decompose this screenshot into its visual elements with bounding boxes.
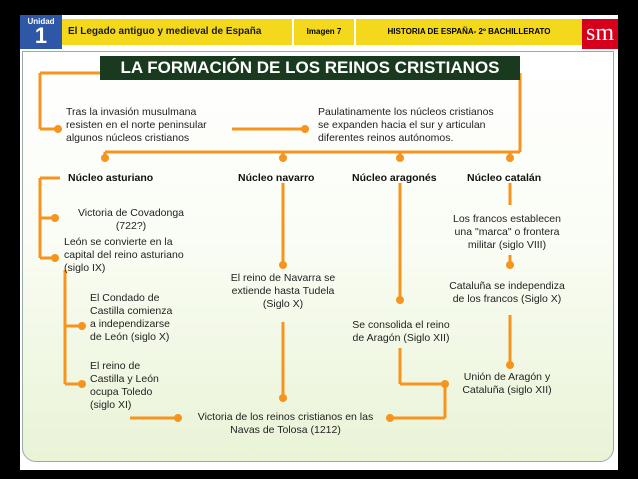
tudela-text bbox=[218, 272, 348, 311]
text-line: (722?) bbox=[115, 220, 147, 232]
connector-node bbox=[54, 125, 62, 133]
unit-title: El Legado antiguo y medieval de España bbox=[62, 19, 292, 45]
text-line: de los francos (Siglo X) bbox=[452, 293, 562, 305]
text-line: Castilla y León bbox=[90, 373, 159, 385]
nucleo-catalan: Núcleo catalán bbox=[467, 172, 542, 184]
image-label: Imagen 7 bbox=[294, 19, 354, 45]
diagram-title: LA FORMACIÓN DE LOS REINOS CRISTIANOS bbox=[100, 56, 520, 80]
connector-node bbox=[506, 261, 514, 269]
text-line: diferentes reinos autónomos. bbox=[318, 132, 454, 144]
marca-text bbox=[442, 213, 572, 252]
text-line: Unión de Aragón y bbox=[463, 371, 551, 383]
text-line: (Siglo X) bbox=[262, 298, 304, 310]
text-line: algunos núcleos cristianos bbox=[66, 132, 190, 144]
text-line: (siglo IX) bbox=[64, 262, 106, 274]
connector-node bbox=[78, 322, 86, 330]
nucleo-navarro: Núcleo navarro bbox=[238, 172, 315, 184]
connector-node bbox=[301, 125, 309, 133]
text-line: (siglo XI) bbox=[90, 399, 132, 411]
text-line: León se convierte en la bbox=[64, 236, 173, 248]
text-line: Cataluña se independiza bbox=[449, 280, 565, 292]
text-line: El reino de bbox=[90, 360, 141, 372]
connector-node bbox=[78, 380, 86, 388]
text-line: de León (siglo X) bbox=[90, 331, 170, 343]
text-line: Victoria de Covadonga bbox=[77, 207, 185, 219]
covadonga-text bbox=[66, 207, 196, 233]
cataluna-text bbox=[442, 280, 572, 306]
text-line: El Condado de bbox=[90, 292, 160, 304]
intro-left bbox=[66, 106, 207, 145]
navas-de-tolosa-text bbox=[183, 411, 388, 437]
text-line: Castilla comienza bbox=[90, 305, 173, 317]
text-line: Navas de Tolosa (1212) bbox=[230, 424, 341, 436]
text-line: a independizarse bbox=[90, 318, 170, 330]
connector-node bbox=[279, 394, 287, 402]
connector-node bbox=[396, 154, 404, 162]
text-line: capital del reino asturiano bbox=[64, 249, 184, 261]
text-line: El reino de Navarra se bbox=[230, 272, 336, 284]
connector-node bbox=[51, 254, 59, 262]
connector-node bbox=[174, 414, 182, 422]
publisher-logo: sm bbox=[582, 19, 618, 49]
nucleo-asturiano: Núcleo asturiano bbox=[68, 172, 154, 184]
text-line: extiende hasta Tudela bbox=[231, 285, 335, 297]
text-line: Se consolida el reino bbox=[352, 319, 450, 331]
unit-number: 1 bbox=[34, 23, 48, 48]
text-line: resisten en el norte peninsular bbox=[66, 119, 207, 131]
intro-right bbox=[318, 106, 494, 145]
text-line: una "marca" o frontera bbox=[454, 226, 560, 238]
text-line: Paulatinamente los núcleos cristianos bbox=[318, 106, 494, 118]
text-line: se expanden hacia el sur y articulan bbox=[318, 119, 486, 131]
connector-node bbox=[279, 261, 287, 269]
text-line: Victoria de los reinos cristianos en las bbox=[197, 411, 374, 423]
text-line: de Aragón (Siglo XII) bbox=[352, 332, 450, 344]
connector-node bbox=[506, 361, 514, 369]
text-line: militar (siglo VIII) bbox=[467, 239, 547, 251]
castilla-text bbox=[90, 292, 172, 344]
connector-node bbox=[51, 214, 59, 222]
aragon-text bbox=[336, 319, 466, 345]
text-line: ocupa Toledo bbox=[90, 386, 153, 398]
nucleo-aragones: Núcleo aragonés bbox=[352, 172, 437, 184]
course-label: HISTORIA DE ESPAÑA- 2º BACHILLERATO bbox=[356, 19, 582, 45]
text-line: Cataluña (siglo XII) bbox=[462, 384, 552, 396]
connector-node bbox=[506, 154, 514, 162]
union-text bbox=[442, 371, 572, 397]
toledo-text bbox=[90, 360, 159, 412]
connector-node bbox=[396, 296, 404, 304]
text-line: Los francos establecen bbox=[453, 213, 561, 225]
leon-text bbox=[64, 236, 184, 275]
text-line: Tras la invasión musulmana bbox=[66, 106, 197, 118]
unit-label: Unidad bbox=[27, 17, 55, 26]
connector-node bbox=[279, 154, 287, 162]
connector-node bbox=[101, 154, 109, 162]
